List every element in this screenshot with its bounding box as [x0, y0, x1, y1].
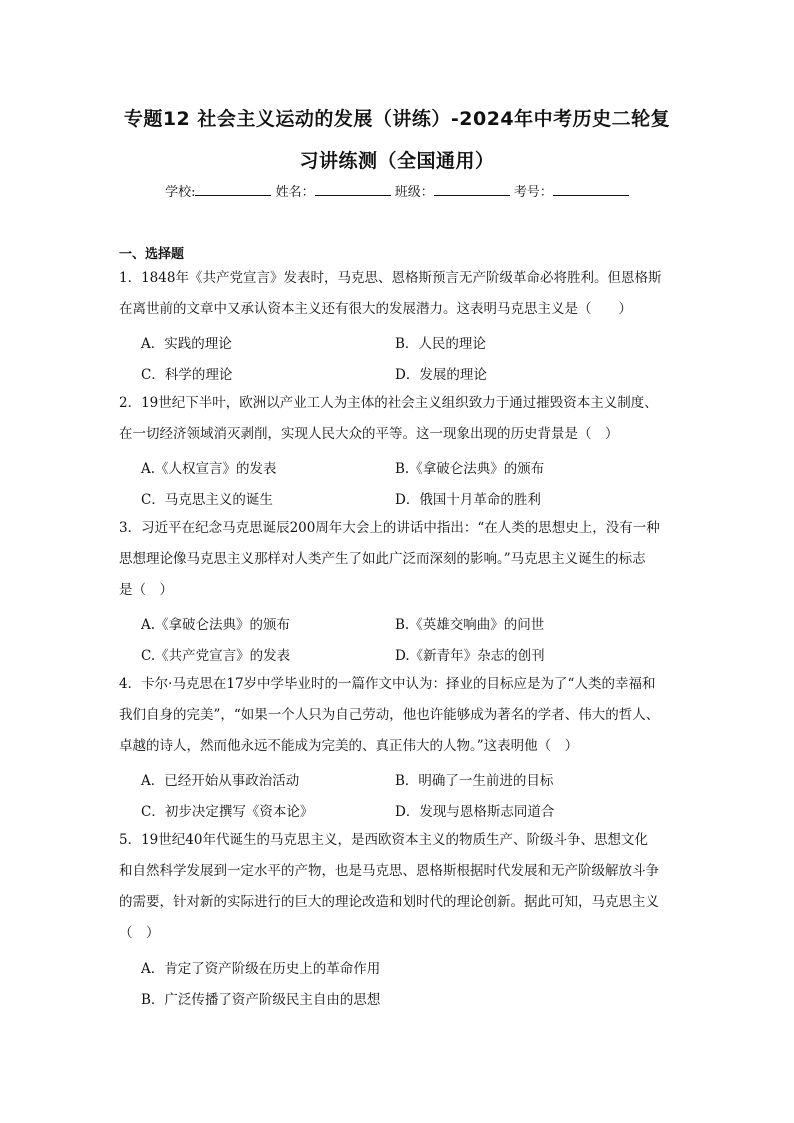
question-1-option-d[interactable]: D．发展的理论 — [395, 367, 487, 383]
question-4-option-d[interactable]: D．发现与恩格斯志同道合 — [395, 804, 555, 820]
document-title-line2: 习讲练测（全国通用） — [299, 150, 495, 172]
question-2 — [119, 388, 679, 450]
question-4-line: 我们自身的完美”，“如果一个人只为自己劳动，他也许能够成为著名的学者、伟大的哲人、 — [119, 707, 660, 723]
question-3 — [119, 513, 679, 606]
question-5-line: 5．19世纪40年代诞生的马克思主义，是西欧资本主义的物质生产、阶级斗争、思想文化 — [119, 832, 648, 848]
question-4-line: 卓越的诗人，然而他永远不能成为完美的、真正伟大的人物。”这表明他（ ） — [119, 738, 579, 754]
question-5-option-a[interactable]: A．肯定了资产阶级在历史上的革命作用 — [141, 961, 381, 977]
question-5 — [119, 825, 679, 949]
document-title-line1: 专题12 社会主义运动的发展（讲练）-2024年中考历史二轮复 — [123, 108, 671, 130]
question-2-line: 2．19世纪下半叶，欧洲以产业工人为主体的社会主义组织致力于通过摧毁资本主义制度、 — [119, 395, 658, 411]
question-1-option-b[interactable]: B．人民的理论 — [395, 336, 486, 352]
question-2-option-d[interactable]: D．俄国十月革命的胜利 — [395, 492, 541, 508]
school-blank[interactable] — [195, 183, 271, 196]
question-3-option-d[interactable]: D.《新青年》杂志的创刊 — [395, 648, 545, 664]
class-blank[interactable] — [434, 183, 510, 196]
question-4-line: 4．卡尔·马克思在17岁中学毕业时的一篇作文中认为：择业的目标应是为了“人类的幸福和 — [119, 676, 656, 692]
question-3-line: 3．习近平在纪念马克思诞辰200周年大会上的讲话中指出：“在人类的思想史上，没有一种 — [119, 520, 660, 536]
section-title: 一、选择题 — [119, 247, 185, 262]
question-4 — [119, 669, 679, 762]
question-3-line: 思想理论像马克思主义那样对人类产生了如此广泛而深刻的影响。”马克思主义诞生的标志 — [119, 551, 646, 567]
exam-number-label: 考号： — [513, 185, 553, 200]
question-2-option-c[interactable]: C．马克思主义的诞生 — [141, 492, 273, 508]
question-2-option-a[interactable]: A.《人权宣言》的发表 — [141, 461, 277, 477]
name-blank[interactable] — [315, 183, 391, 196]
question-3-option-a[interactable]: A.《拿破仑法典》的颁布 — [141, 617, 291, 633]
question-2-line: 在一切经济领域消灭剥削，实现人民大众的平等。这一现象出现的历史背景是（ ） — [119, 426, 619, 442]
question-5-option-b[interactable]: B．广泛传播了资产阶级民主自由的思想 — [141, 992, 381, 1008]
question-1 — [119, 263, 679, 325]
question-3-option-c[interactable]: C.《共产党宣言》的发表 — [141, 648, 291, 664]
question-5-line: 的需要，针对新的实际进行的巨大的理论改造和划时代的理论创新。据此可知，马克思主义 — [119, 894, 659, 910]
question-4-option-a[interactable]: A．已经开始从事政治活动 — [141, 773, 300, 789]
question-1-option-a[interactable]: A．实践的理论 — [141, 336, 232, 352]
exam-number-blank[interactable] — [553, 183, 629, 196]
question-4-option-c[interactable]: C．初步决定撰写《资本论》 — [141, 804, 314, 820]
question-3-line: 是（ ） — [119, 582, 173, 598]
student-info-row — [0, 181, 794, 200]
question-1-line: 1．1848年《共产党宣言》发表时，马克思、恩格斯预言无产阶级革命必将胜利。但恩格斯 — [119, 270, 662, 286]
question-4-option-b[interactable]: B．明确了一生前进的目标 — [395, 773, 554, 789]
question-5-line: 和自然科学发展到一定水平的产物，也是马克思、恩格斯根据时代发展和无产阶级解放斗争 — [119, 863, 659, 879]
school-label: 学校: — [165, 185, 196, 200]
name-label: 姓名： — [275, 185, 315, 200]
question-5-line: （ ） — [119, 925, 160, 941]
question-3-option-b[interactable]: B.《英雄交响曲》的问世 — [395, 617, 545, 633]
question-1-option-c[interactable]: C．科学的理论 — [141, 367, 233, 383]
question-2-option-b[interactable]: B.《拿破仑法典》的颁布 — [395, 461, 545, 477]
class-label: 班级： — [394, 185, 434, 200]
question-1-line: 在离世前的文章中又承认资本主义还有很大的发展潜力。这表明马克思主义是（ ） — [119, 301, 632, 317]
